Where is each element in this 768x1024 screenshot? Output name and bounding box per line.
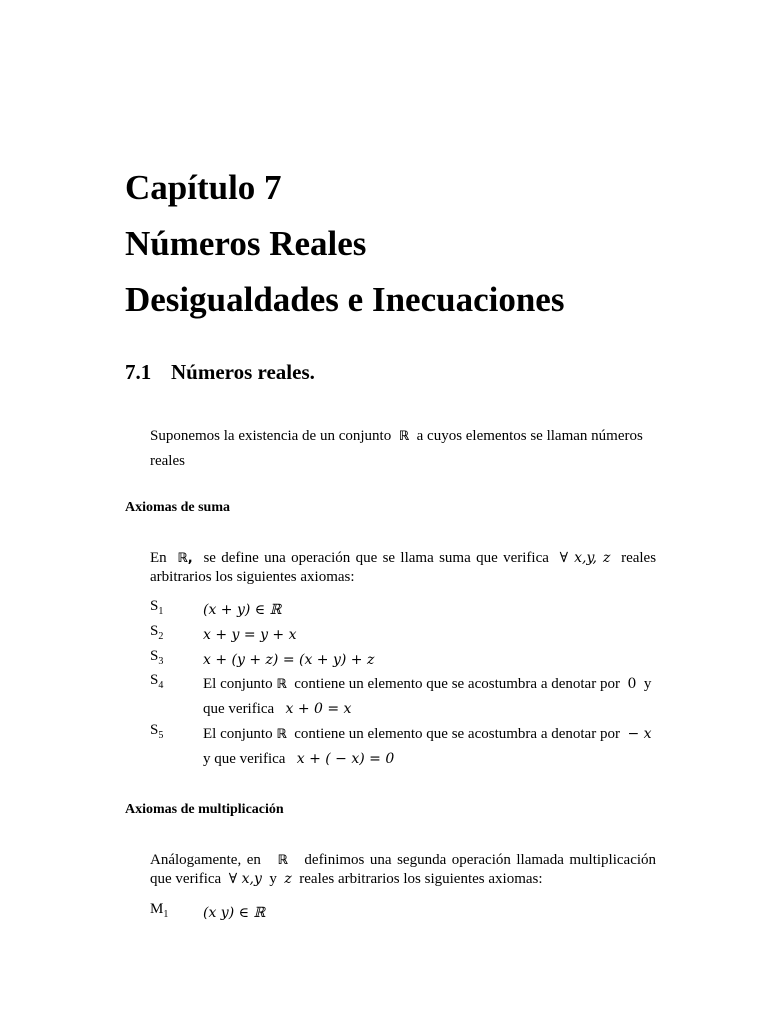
- chapter-number: Capítulo 7: [125, 168, 282, 207]
- reals-symbol: ℝ,: [177, 551, 193, 566]
- axiom-label: $S_2$: [150, 623, 164, 642]
- axiom-label: $S_4$: [150, 672, 164, 691]
- chapter-title-line-1: Números Reales: [125, 224, 367, 263]
- mult-axioms-heading: Axiomas de multiplicación: [125, 802, 284, 817]
- axiom-label: $M_1$: [150, 901, 169, 920]
- chapter-title-line-2: Desigualdades e Inecuaciones: [125, 280, 565, 319]
- reals-symbol: ℝ: [276, 727, 287, 742]
- sum-axioms-heading: Axiomas de suma: [125, 500, 231, 515]
- intro-text-b: a cuyos elementos se llaman números reales: [150, 428, 643, 469]
- chapter-title: [125, 160, 564, 328]
- sum-para-c: reales arbitrarios los siguientes axiomas:: [150, 550, 657, 585]
- axiom-label: $S_5$: [150, 722, 164, 741]
- axiom-formula: (x + y) ∈ ℝ: [203, 602, 282, 618]
- axiom-formula: (x y) ∈ ℝ: [203, 905, 266, 921]
- intro-text-a: Suponemos la existencia de un conjunto: [150, 428, 392, 444]
- axiom-label: $S_3$: [150, 648, 164, 667]
- section-number: 7.1: [125, 360, 152, 384]
- reals-symbol: ℝ: [277, 853, 288, 868]
- sum-para-math: ∀ x,y, z: [559, 550, 611, 566]
- axiom-formula: x + y = y + x: [203, 627, 297, 643]
- axiom-label: $S_1$: [150, 598, 164, 617]
- axiom-formula: x + (y + z) = (x + y) + z: [203, 652, 375, 668]
- intro-paragraph: [150, 424, 660, 474]
- sum-axioms-paragraph: [150, 549, 656, 586]
- mult-axioms-paragraph: Análogamente, en ℝ definimos una segunda operación llamada multiplicación que verifica ∀ x,y y z reales arbitrarios los siguientes axiomas:: [150, 852, 657, 887]
- reals-symbol: ℝ: [398, 429, 410, 444]
- section-heading: [125, 360, 315, 385]
- axiom-text: El conjunto ℝ contiene un elemento que se acostumbra a denotar por 0 y que verifica x + 0 = x: [203, 676, 652, 717]
- axiom-text: El conjunto ℝ contiene un elemento que se acostumbra a denotar por − x y que verifica x + ( − x) = 0: [203, 726, 652, 767]
- reals-symbol: ℝ: [276, 677, 287, 692]
- sum-para-b: se define una operación que se llama suma que verifica: [203, 550, 549, 566]
- section-title: Números reales.: [171, 360, 315, 384]
- sum-para-a: En: [150, 550, 167, 566]
